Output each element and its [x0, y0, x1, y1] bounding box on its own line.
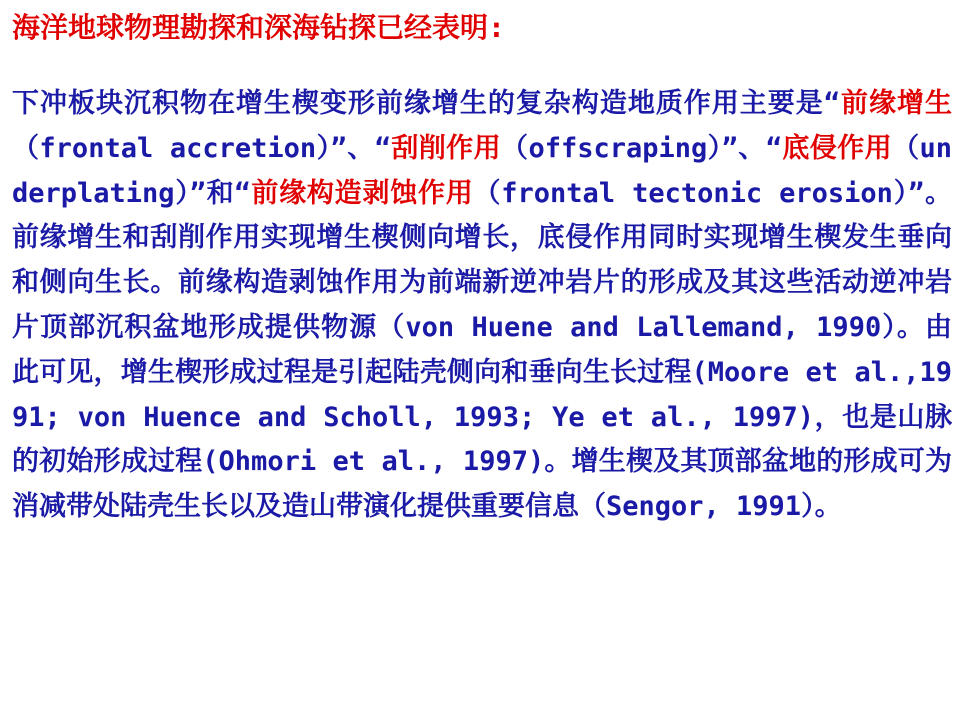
slide-title: 海洋地球物理勘探和深海钻探已经表明:	[12, 11, 505, 44]
term-frontal-accretion: 前缘增生	[840, 88, 952, 119]
body-text-4: （underplating）”和“	[12, 132, 953, 209]
term-offscraping: 刮削作用	[390, 132, 502, 164]
term-frontal-tectonic-erosion: 前缘构造剥蚀作用	[250, 177, 474, 209]
body-text-3: （offscraping）”、“	[501, 132, 782, 164]
body-text-1: 下冲板块沉积物在增生楔变形前缘增生的复杂构造地质作用主要是“	[12, 88, 841, 119]
term-underplating: 底侵作用	[781, 132, 893, 164]
body-text-5: （frontal tectonic erosion）”。前缘增生和刮削作用实现增生楔侧向增长，底侵作用同时实现增生楔发生垂向和侧向生长。前缘构造剥蚀作用为前端新逆冲岩片的形成及其这些活动逆冲岩片顶部沉积盆地形成提供物源（von Huene and Lallemand, 1990）。由此可见，增生楔形成过程是引起陆壳侧向和垂向生长过程(Moore et al.,1991; von Huence and Scholl, 1993; Ye et al., 1997)，也是山脉的初始形成过程(Ohmori et al., 1997)。增生楔及其顶部盆地的形成可为消减带处陆壳生长以及造山带演化提供重要信息（Sengor, 1991）。	[12, 177, 952, 523]
body-text-2: （frontal accretion）”、“	[12, 132, 391, 164]
body-paragraph	[12, 82, 952, 530]
